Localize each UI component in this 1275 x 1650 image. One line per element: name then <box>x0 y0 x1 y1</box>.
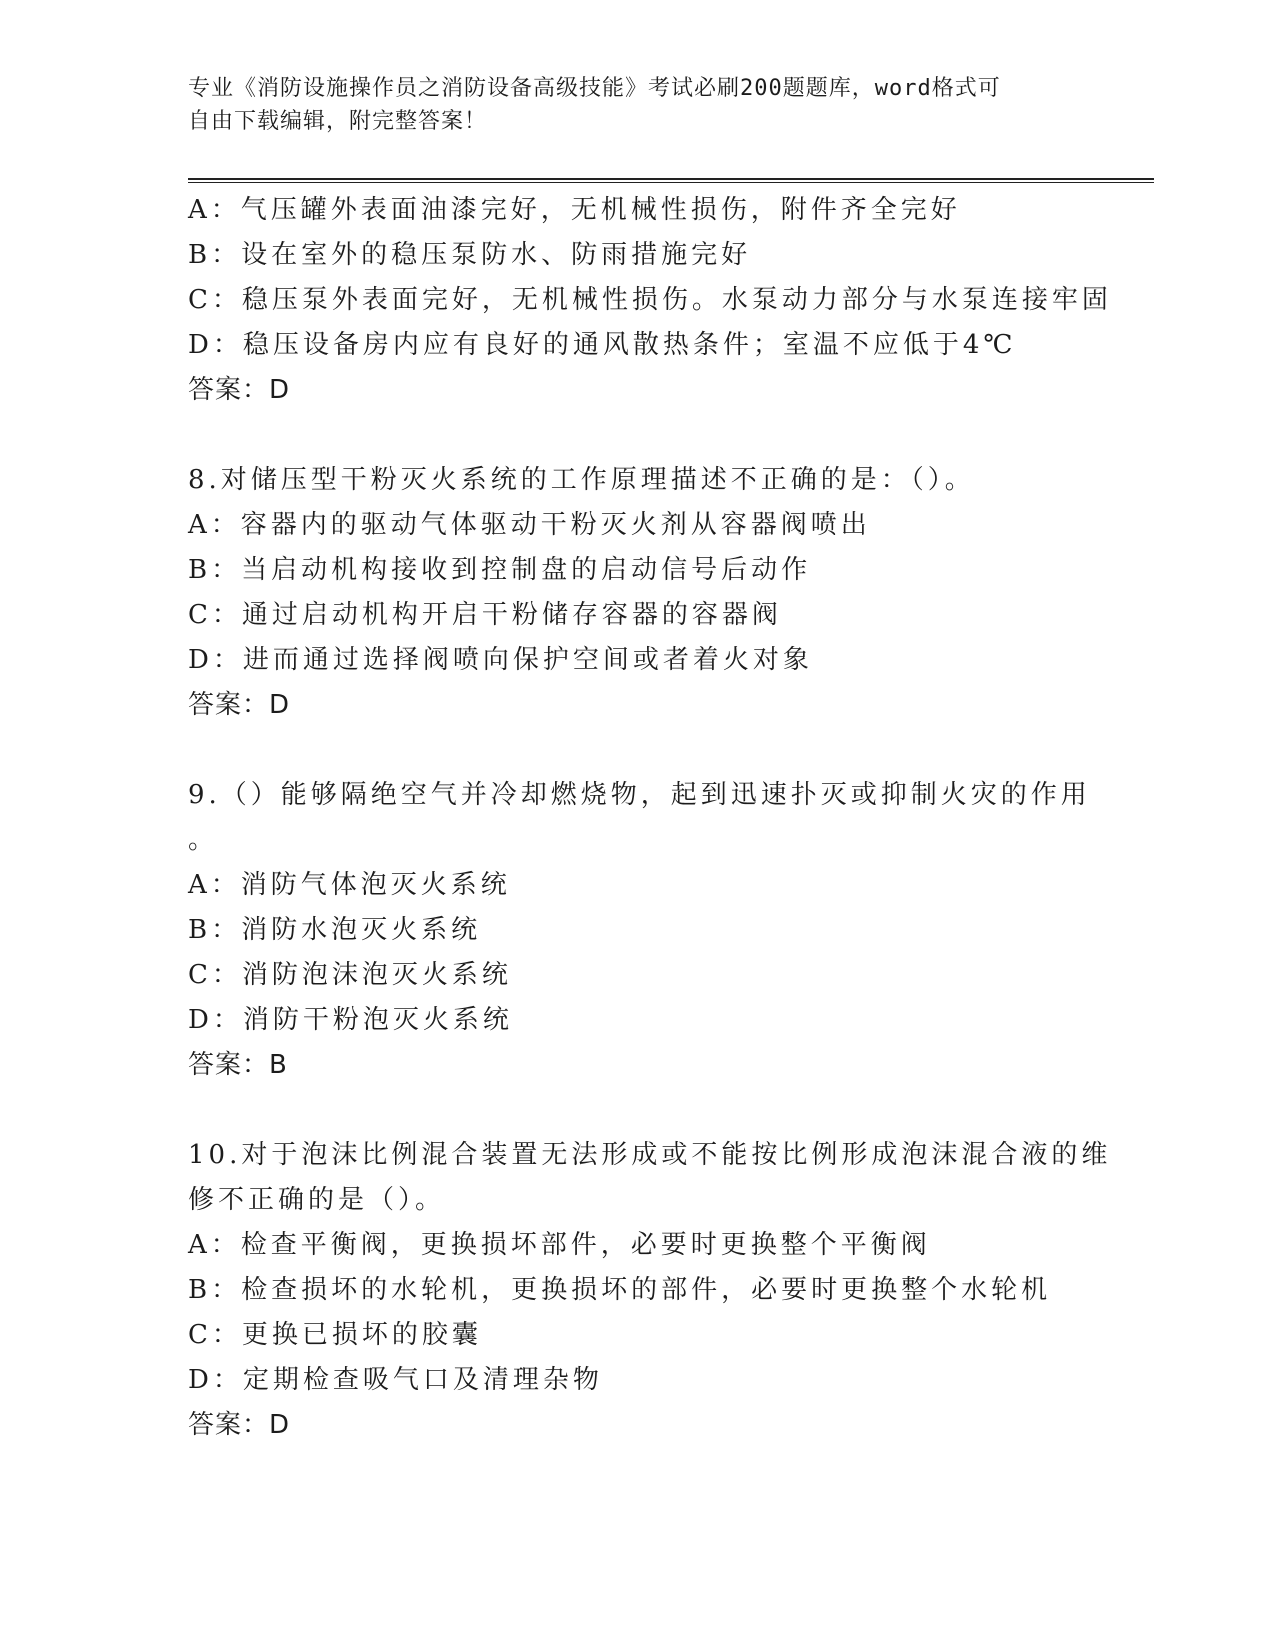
answer: 答案：D <box>188 375 291 405</box>
header-line-2: 自由下载编辑，附完整答案！ <box>188 109 488 134</box>
option-d: D：定期检查吸气口及清理杂物 <box>188 1365 603 1395</box>
header-line-1: 专业《消防设施操作员之消防设备高级技能》考试必刷200题题库，word格式可 <box>188 76 1001 101</box>
question-stem-line-1: 9.（）能够隔绝空气并冷却燃烧物，起到迅速扑灭或抑制火灾的作用 <box>188 780 1091 810</box>
question-content <box>188 188 1112 1448</box>
question-stem-line-1: 10.对于泡沫比例混合装置无法形成或不能按比例形成泡沫混合液的维 <box>188 1140 1112 1170</box>
document-header <box>188 72 1088 138</box>
option-b: B：设在室外的稳压泵防水、防雨措施完好 <box>188 240 752 270</box>
header-divider-thin <box>188 182 1154 183</box>
question-stem-line-2: 修不正确的是（）。 <box>188 1185 446 1215</box>
option-b: B：当启动机构接收到控制盘的启动信号后动作 <box>188 555 812 585</box>
option-a: A：气压罐外表面油漆完好，无机械性损伤，附件齐全完好 <box>188 195 961 225</box>
answer: 答案：B <box>188 1050 288 1080</box>
question-7 <box>188 188 1112 413</box>
spacer <box>188 728 1088 773</box>
option-b: B：消防水泡灭火系统 <box>188 915 482 945</box>
answer: 答案：D <box>188 690 291 720</box>
option-d: D：消防干粉泡灭火系统 <box>188 1005 513 1035</box>
question-10 <box>188 1133 1112 1448</box>
option-c: C：稳压泵外表面完好，无机械性损伤。水泵动力部分与水泵连接牢固 <box>188 285 1112 315</box>
spacer <box>188 1088 1088 1133</box>
option-c: C：通过启动机构开启干粉储存容器的容器阀 <box>188 600 782 630</box>
option-c: C：更换已损坏的胶囊 <box>188 1320 482 1350</box>
question-stem-line-2: 。 <box>188 825 219 855</box>
option-b: B：检查损坏的水轮机，更换损坏的部件，必要时更换整个水轮机 <box>188 1275 1052 1305</box>
option-a: A：消防气体泡灭火系统 <box>188 870 511 900</box>
question-8 <box>188 458 1088 728</box>
question-9 <box>188 773 1091 1088</box>
option-d: D：稳压设备房内应有良好的通风散热条件；室温不应低于4℃ <box>188 330 1017 360</box>
header-divider-thick <box>188 178 1154 180</box>
option-d: D：进而通过选择阀喷向保护空间或者着火对象 <box>188 645 813 675</box>
spacer <box>188 413 1088 458</box>
question-stem: 8.对储压型干粉灭火系统的工作原理描述不正确的是：（）。 <box>188 465 975 495</box>
option-a: A：检查平衡阀，更换损坏部件，必要时更换整个平衡阀 <box>188 1230 931 1260</box>
option-c: C：消防泡沫泡灭火系统 <box>188 960 512 990</box>
option-a: A：容器内的驱动气体驱动干粉灭火剂从容器阀喷出 <box>188 510 871 540</box>
answer: 答案：D <box>188 1410 291 1440</box>
